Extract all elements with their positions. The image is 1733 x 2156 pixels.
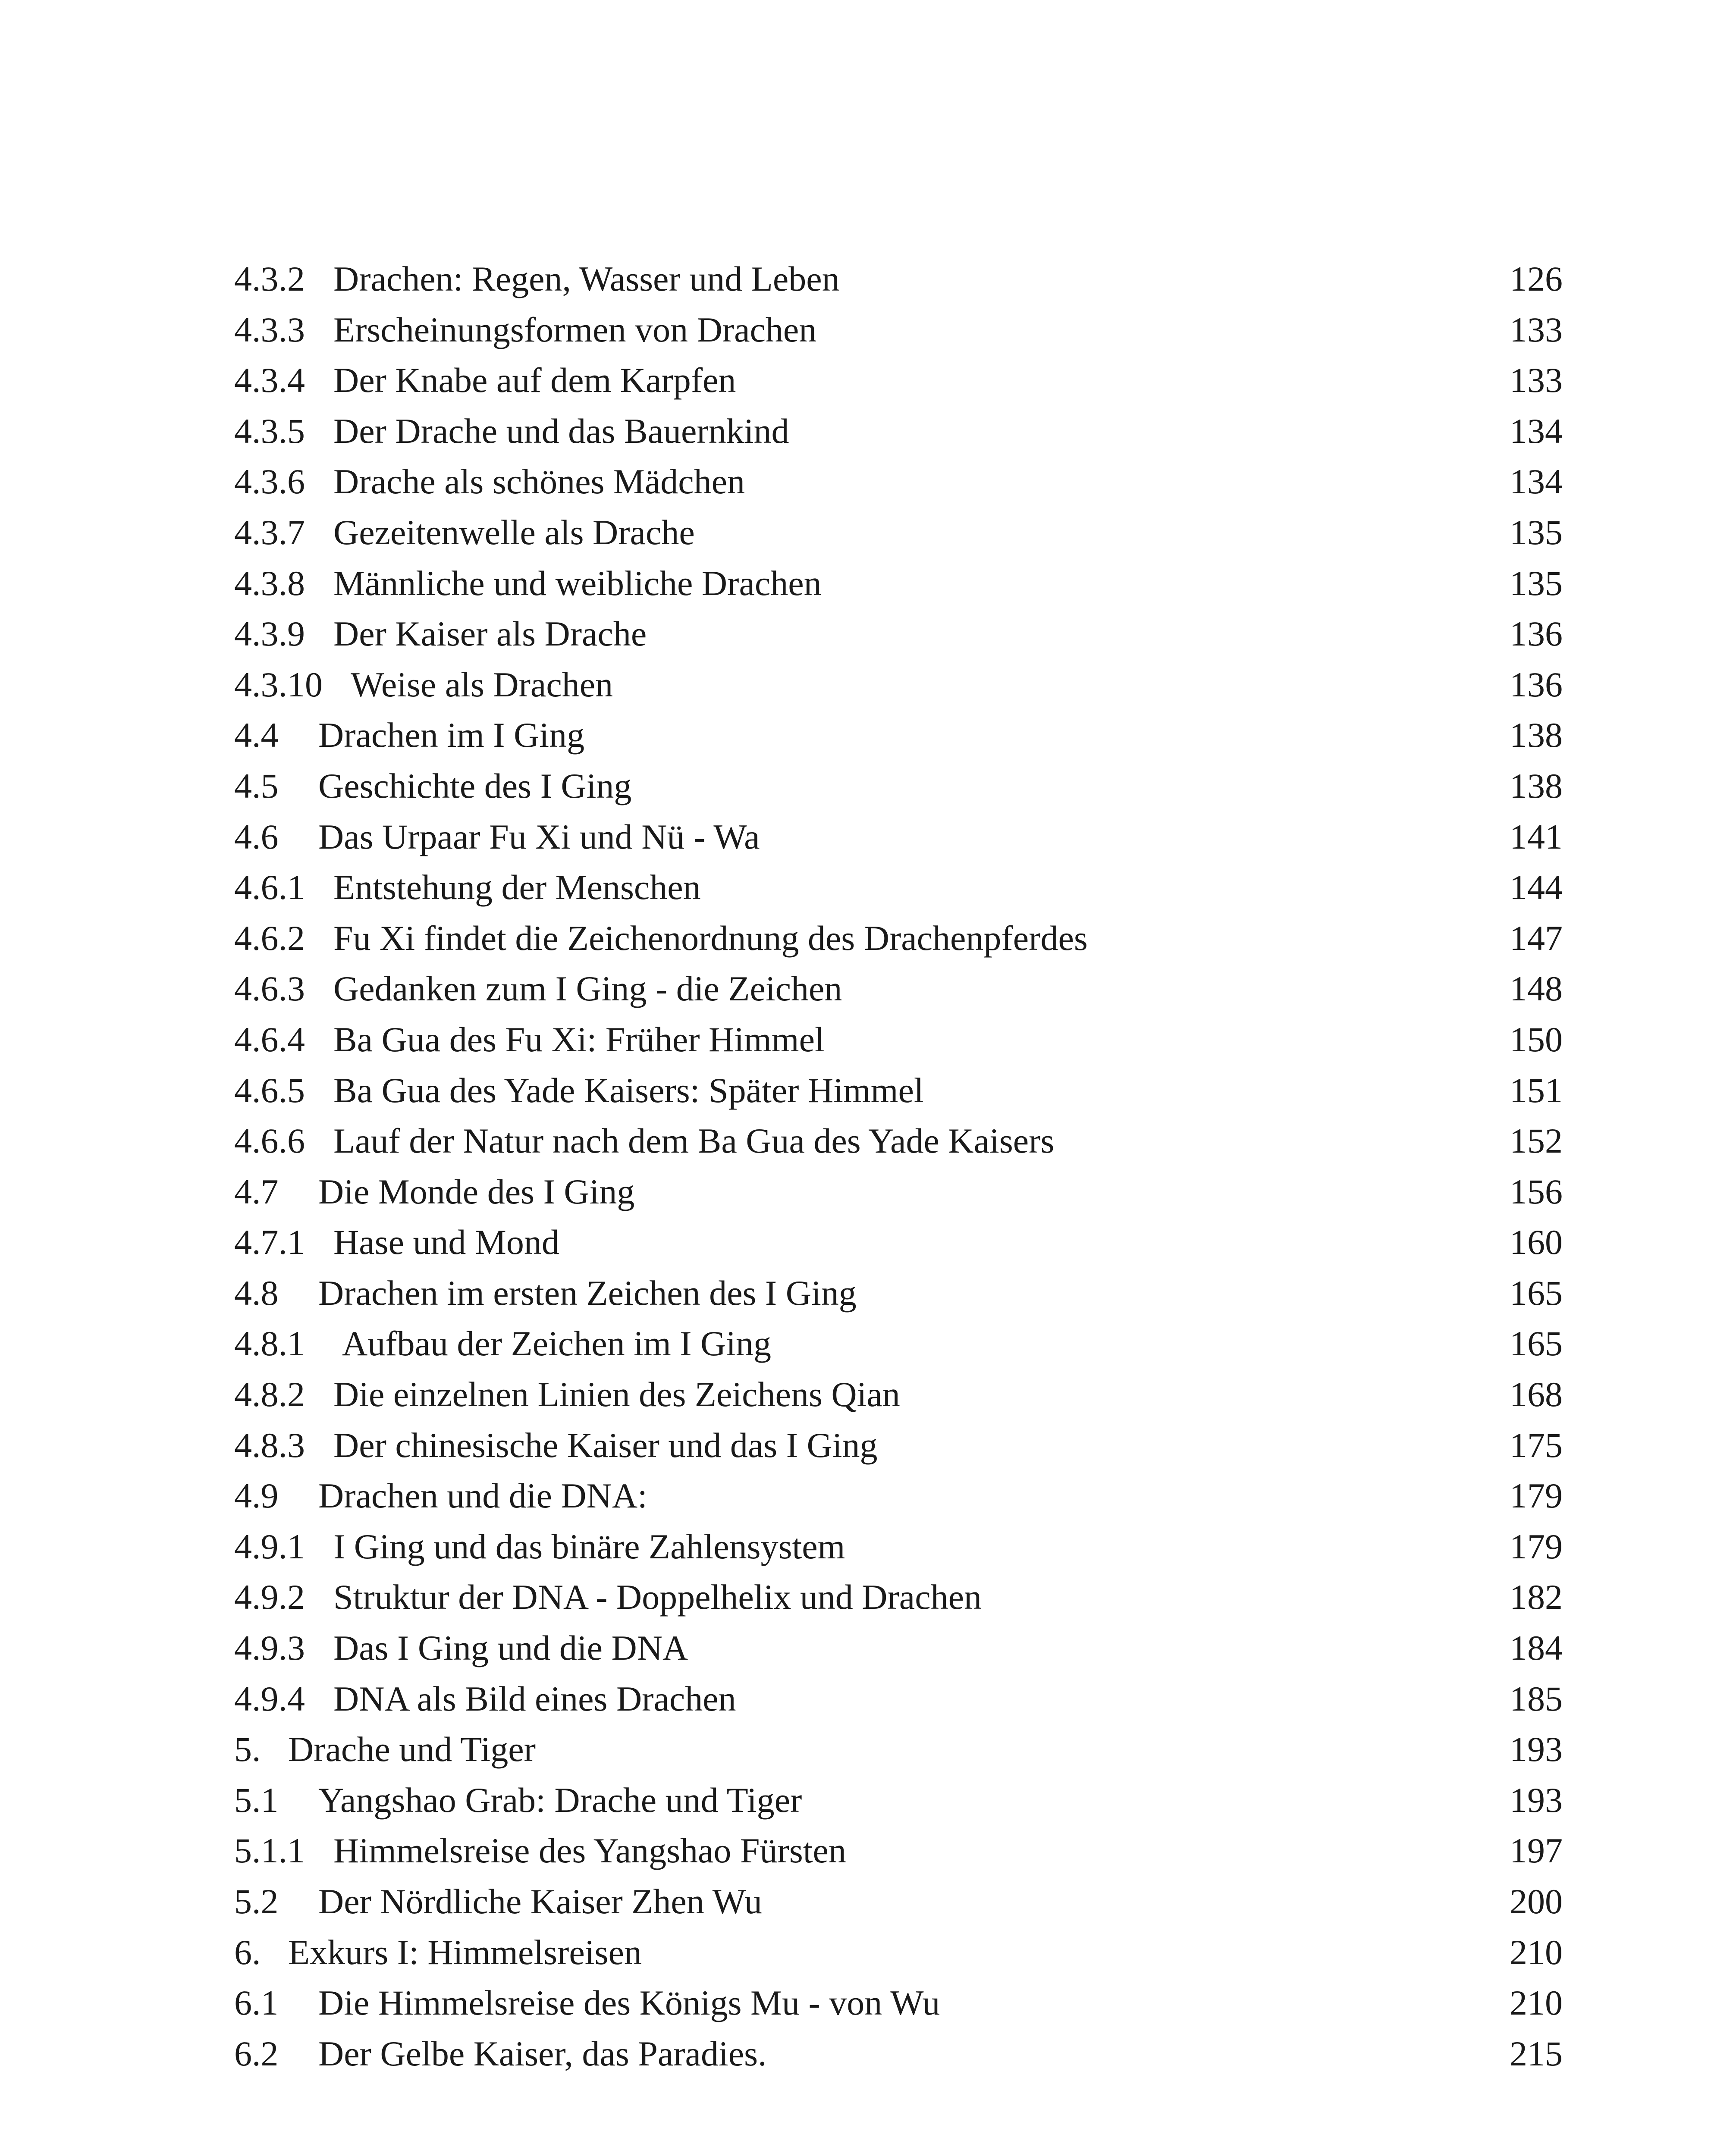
toc-entry-title: Gezeitenwelle als Drache [333,512,695,552]
toc-entry-number: 4.7 [234,1172,279,1211]
toc-entry-page: 148 [1510,969,1563,1009]
toc-entry-page: 175 [1510,1425,1563,1465]
toc-entry-number: 6. [234,1932,261,1972]
toc-entry-number: 4.9.3 [234,1628,305,1668]
toc-entry-number: 4.3.6 [234,462,305,501]
toc-entry-number: 4.9.1 [234,1526,305,1566]
toc-entry-number: 4.3.7 [234,512,305,552]
toc-entry [234,1420,1563,1471]
toc-entry [234,1521,1563,1572]
toc-entry-page: 151 [1510,1070,1563,1110]
toc-entry-page: 179 [1510,1476,1563,1516]
toc-entry [234,1014,1563,1065]
toc-entry [234,1673,1563,1724]
toc-entry-title: Das Urpaar Fu Xi und Nü - Wa [318,817,760,856]
toc-entry-title: Ba Gua des Yade Kaisers: Später Himmel [333,1070,924,1110]
toc-entry-page: 179 [1510,1526,1563,1566]
toc-entry-title: Himmelsreise des Yangshao Fürsten [333,1831,846,1871]
toc-entry-title: Ba Gua des Fu Xi: Früher Himmel [333,1019,825,1059]
toc-entry-page: 215 [1510,2034,1563,2073]
toc-entry-page: 197 [1510,1831,1563,1871]
toc-entry [234,1623,1563,1673]
toc-entry-number: 5.1.1 [234,1831,305,1871]
toc-entry-number: 4.6.1 [234,868,305,907]
toc-entry-number: 4.8.2 [234,1375,305,1414]
toc-entry [234,963,1563,1014]
toc-entry-page: 185 [1510,1679,1563,1718]
toc-entry [234,254,1563,304]
toc-entry [234,608,1563,659]
toc-entry-page: 134 [1510,411,1563,451]
toc-entry-number: 6.1 [234,1983,279,2023]
toc-entry-page: 160 [1510,1222,1563,1262]
toc-entry-page: 133 [1510,310,1563,349]
toc-entry-number: 4.3.9 [234,614,305,654]
toc-entry-page: 136 [1510,614,1563,654]
toc-entry [234,659,1563,710]
toc-entry-number: 4.3.8 [234,563,305,603]
toc-entry-page: 193 [1510,1780,1563,1820]
toc-entry-page: 135 [1510,512,1563,552]
toc-entry-title: Gedanken zum I Ging - die Zeichen [333,969,842,1009]
toc-entry [234,1572,1563,1623]
toc-entry-title: Geschichte des I Ging [318,766,632,805]
toc-entry [234,1369,1563,1420]
toc-entry-number: 4.8 [234,1273,279,1313]
toc-entry [234,558,1563,609]
toc-entry-number: 4.3.2 [234,259,305,298]
toc-entry [234,862,1563,913]
toc-entry-number: 4.6.2 [234,918,305,958]
table-of-contents [234,254,1563,2079]
toc-entry-title: Die einzelnen Linien des Zeichens Qian [333,1375,900,1414]
toc-entry-title: Die Himmelsreise des Königs Mu - von Wu [318,1983,940,2023]
toc-entry-title: Der Knabe auf dem Karpfen [333,360,736,400]
toc-entry [234,1927,1563,1978]
toc-entry [234,1724,1563,1775]
toc-entry-number: 4.3.4 [234,360,305,400]
toc-entry [234,812,1563,862]
toc-entry-number: 4.8.1 [234,1324,305,1363]
toc-entry [234,1977,1563,2028]
toc-entry-number: 4.8.3 [234,1425,305,1465]
toc-entry [234,1318,1563,1369]
toc-entry-title: Drachen und die DNA: [318,1476,647,1516]
toc-entry-title: Aufbau der Zeichen im I Ging [342,1324,772,1363]
toc-entry-page: 168 [1510,1375,1563,1414]
toc-entry-page: 134 [1510,462,1563,501]
toc-entry-number: 6.2 [234,2034,279,2073]
toc-entry [234,406,1563,457]
toc-entry-title: Drache und Tiger [288,1730,536,1769]
toc-entry [234,1470,1563,1521]
toc-entry-page: 141 [1510,817,1563,856]
toc-entry-page: 150 [1510,1019,1563,1059]
toc-entry-page: 144 [1510,868,1563,907]
toc-entry-page: 210 [1510,1932,1563,1972]
toc-entry-title: Weise als Drachen [351,664,613,704]
toc-entry-title: Drache als schönes Mädchen [333,462,745,501]
toc-entry-title: Männliche und weibliche Drachen [333,563,822,603]
toc-entry [234,304,1563,355]
toc-entry-number: 5.2 [234,1882,279,1921]
toc-entry-title: Der Gelbe Kaiser, das Paradies. [318,2034,767,2073]
toc-entry-page: 184 [1510,1628,1563,1668]
toc-entry-number: 5. [234,1730,261,1769]
toc-entry [234,710,1563,761]
toc-entry [234,1217,1563,1268]
toc-entry-page: 126 [1510,259,1563,298]
toc-entry-title: Das I Ging und die DNA [333,1628,688,1668]
toc-entry-title: Der Nördliche Kaiser Zhen Wu [318,1882,762,1921]
toc-entry-title: I Ging und das binäre Zahlensystem [333,1526,845,1566]
toc-entry [234,1166,1563,1217]
toc-entry-page: 138 [1510,715,1563,755]
toc-entry-title: Der chinesische Kaiser und das I Ging [333,1425,878,1465]
toc-entry-title: Fu Xi findet die Zeichenordnung des Drachenpferdes [333,918,1088,958]
toc-entry-number: 4.9.2 [234,1577,305,1617]
toc-entry-title: Yangshao Grab: Drache und Tiger [318,1780,802,1820]
toc-entry-number: 4.6.6 [234,1121,305,1161]
toc-entry-page: 156 [1510,1172,1563,1211]
toc-entry-page: 200 [1510,1882,1563,1921]
toc-entry-page: 138 [1510,766,1563,805]
toc-entry [234,456,1563,507]
toc-entry [234,2028,1563,2079]
toc-entry-number: 4.3.10 [234,664,323,704]
toc-entry [234,1065,1563,1116]
toc-entry-page: 135 [1510,563,1563,603]
toc-entry-number: 4.9.4 [234,1679,305,1718]
toc-entry [234,507,1563,558]
toc-entry [234,1775,1563,1826]
toc-entry-title: Erscheinungsformen von Drachen [333,310,817,349]
toc-entry-page: 147 [1510,918,1563,958]
toc-entry [234,1268,1563,1319]
toc-entry-page: 136 [1510,664,1563,704]
toc-entry-number: 4.3.3 [234,310,305,349]
toc-entry-title: Die Monde des I Ging [318,1172,635,1211]
toc-entry-number: 4.6.3 [234,969,305,1009]
toc-entry [234,1116,1563,1166]
toc-entry-title: Drachen im ersten Zeichen des I Ging [318,1273,857,1313]
toc-entry-number: 4.6.5 [234,1070,305,1110]
toc-entry-title: Drachen: Regen, Wasser und Leben [333,259,840,298]
toc-entry-number: 4.6.4 [234,1019,305,1059]
toc-entry-title: Der Kaiser als Drache [333,614,647,654]
toc-entry-number: 5.1 [234,1780,279,1820]
toc-entry-title: Hase und Mond [333,1222,559,1262]
toc-entry-page: 182 [1510,1577,1563,1617]
toc-entry-number: 4.7.1 [234,1222,305,1262]
toc-entry-number: 4.9 [234,1476,279,1516]
toc-entry-number: 4.3.5 [234,411,305,451]
toc-entry-title: Entstehung der Menschen [333,868,701,907]
toc-entry-number: 4.4 [234,715,279,755]
toc-entry-title: Struktur der DNA - Doppelhelix und Drachen [333,1577,982,1617]
toc-entry-number: 4.6 [234,817,279,856]
toc-entry-page: 133 [1510,360,1563,400]
toc-entry-page: 152 [1510,1121,1563,1161]
toc-entry-page: 210 [1510,1983,1563,2023]
toc-entry-number: 4.5 [234,766,279,805]
toc-entry [234,1876,1563,1927]
toc-entry-page: 193 [1510,1730,1563,1769]
toc-entry-title: Exkurs I: Himmelsreisen [288,1932,642,1972]
toc-entry [234,355,1563,406]
toc-entry-title: DNA als Bild eines Drachen [333,1679,736,1718]
toc-entry-title: Lauf der Natur nach dem Ba Gua des Yade Kaisers [333,1121,1055,1161]
toc-entry-page: 165 [1510,1273,1563,1313]
toc-entry [234,761,1563,812]
toc-entry [234,1825,1563,1876]
toc-entry-page: 165 [1510,1324,1563,1363]
toc-entry-title: Der Drache und das Bauernkind [333,411,789,451]
toc-entry [234,913,1563,964]
toc-entry-title: Drachen im I Ging [318,715,585,755]
